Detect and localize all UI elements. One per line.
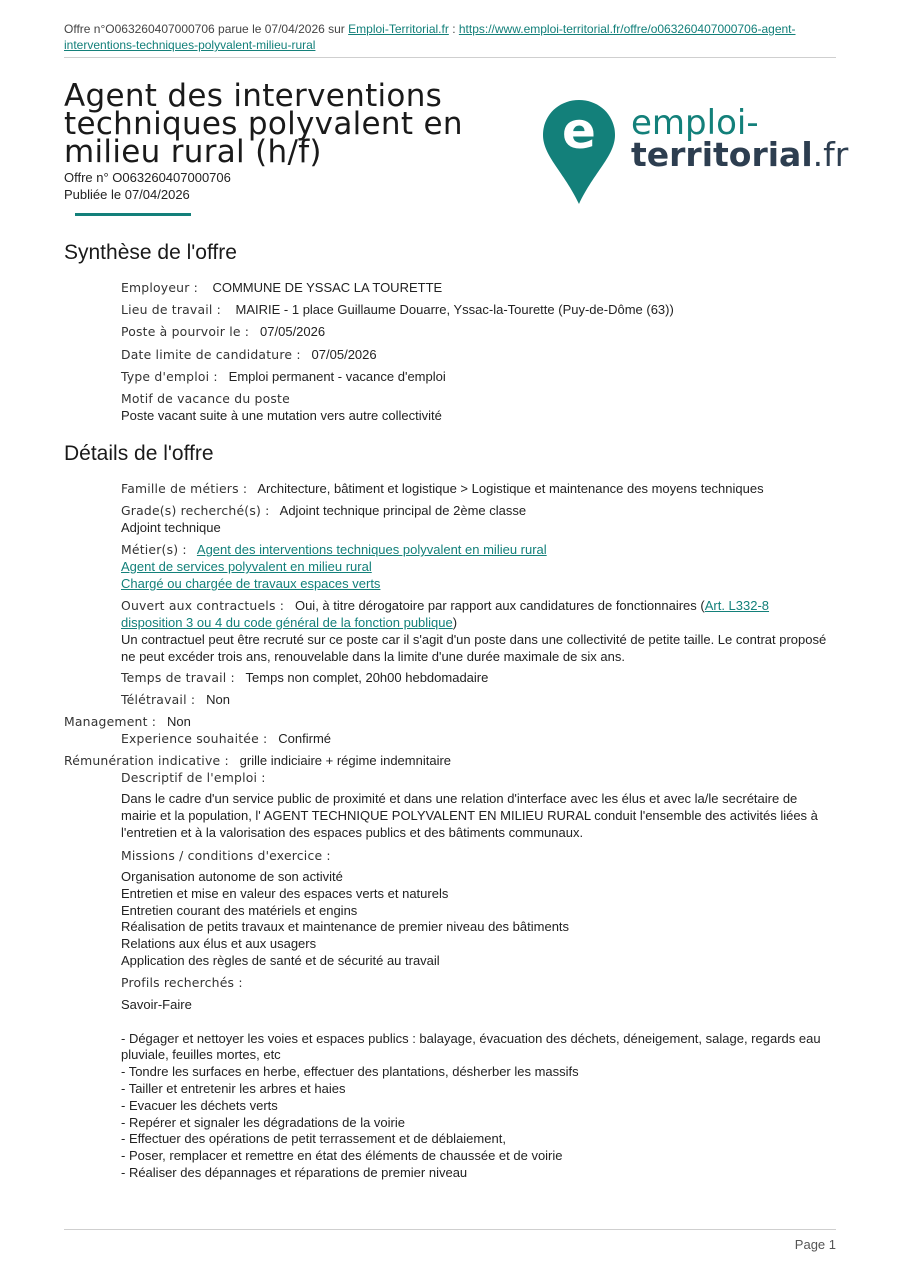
metier-link-3[interactable]: Chargé ou chargée de travaux espaces verts	[121, 576, 381, 591]
source-prefix: Offre n°O063260407000706 parue le 07/04/2026 sur	[64, 22, 345, 36]
article-link[interactable]: Art. L332-8	[704, 598, 770, 613]
list-item: - Réaliser des dépannages et réparations de premier niveau	[121, 1164, 468, 1180]
experience-value: Confirmé	[278, 731, 332, 746]
contractuels-value: Oui, à titre dérogatoire par rapport aux candidatures de fonctionnaires (	[294, 598, 705, 613]
remuneration-value: grille indiciaire + régime indemnitaire	[239, 753, 452, 768]
poste-value: 07/05/2026	[260, 324, 326, 339]
teletravail-value: Non	[206, 692, 230, 707]
poste-row	[121, 323, 836, 340]
list-item: - Repérer et signaler les dégradations de la voirie	[121, 1114, 405, 1130]
grade-value-1: Adjoint technique principal de 2ème classe	[279, 503, 527, 518]
source-separator: :	[452, 22, 456, 36]
type-emploi-row	[121, 368, 836, 385]
missions-label: Missions / conditions d'exercice :	[121, 848, 331, 863]
section-details-heading: Détails de l'offre	[64, 442, 214, 465]
contractuels-row	[121, 597, 836, 665]
page-title: Agent des interventions techniques polyvalent en milieu rural (h/f)	[64, 78, 463, 170]
management-value: Non	[166, 714, 191, 729]
descriptif-text: Dans le cadre d'un service public de proximité et dans une relation d'interface avec les élus et avec la/le secrétaire de mairie et la population, l' AGENT TECHNIQUE POLYVALENT EN MILIEU RURAL conduit l'ensemble des activités liées à l'entretien et à la valorisation des espaces publics et des bâtiments communaux.	[121, 791, 818, 840]
management-label: Management :	[64, 714, 157, 729]
contractuels-label: Ouvert aux contractuels :	[121, 598, 285, 613]
grade-value-2: Adjoint technique	[121, 520, 221, 535]
list-item: Réalisation de petits travaux et maintenance de premier niveau des bâtiments	[121, 919, 570, 935]
teletravail-label: Télétravail :	[121, 692, 196, 707]
source-site-link[interactable]: Emploi-Territorial.fr	[348, 22, 449, 36]
emploi-territorial-logo	[542, 94, 849, 206]
temps-row	[121, 669, 836, 686]
missions-label-row	[121, 847, 836, 864]
list-item: Relations aux élus et aux usagers	[121, 936, 317, 952]
published-date: Publiée le 07/04/2026	[64, 187, 190, 202]
contractuels-close: )	[452, 615, 458, 630]
date-limite-row	[121, 346, 836, 363]
grade-row	[121, 502, 836, 536]
remuneration-label: Rémunération indicative :	[64, 753, 229, 768]
document-page	[64, 0, 849, 1273]
descriptif-label-row	[121, 769, 836, 786]
list-item: Organisation autonome de son activité	[121, 869, 343, 884]
lieu-row	[121, 301, 836, 318]
page-number: Page 1	[794, 1237, 836, 1252]
logo-suffix: .fr	[812, 135, 849, 174]
lieu-label: Lieu de travail :	[121, 302, 222, 317]
profils-list	[121, 997, 836, 1182]
profils-label: Profils recherchés :	[121, 975, 243, 990]
logo-word2-group	[631, 135, 849, 174]
metier-link-1[interactable]: Agent des interventions techniques polyvalent en milieu rural	[196, 542, 547, 557]
section-synthese-heading: Synthèse de l'offre	[64, 241, 237, 264]
list-item: - Dégager et nettoyer les voies et espaces publics : balayage, évacuation des déchets, déneigement, salage, regards eau pluviale, feuilles mortes, etc	[121, 1030, 821, 1063]
offer-number: Offre n° O063260407000706	[64, 170, 231, 185]
list-item: - Evacuer les déchets verts	[121, 1097, 278, 1113]
source-url-link-cont[interactable]: interventions-techniques-polyvalent-milieu-rural	[64, 38, 316, 52]
list-item: - Tailler et entretenir les arbres et haies	[121, 1080, 346, 1096]
article-link-cont[interactable]: disposition 3 ou 4 du code général de la fonction publique	[121, 615, 453, 630]
motif-value: Poste vacant suite à une mutation vers autre collectivité	[121, 408, 442, 423]
famille-label: Famille de métiers :	[121, 481, 248, 496]
logo-letter: e	[562, 102, 596, 160]
type-emploi-value: Emploi permanent - vacance d'emploi	[228, 369, 446, 384]
lieu-value: MAIRIE - 1 place Guillaume Douarre, Yssac-la-Tourette (Puy-de-Dôme (63))	[235, 302, 674, 317]
descriptif-label: Descriptif de l'emploi :	[121, 770, 266, 785]
temps-value: Temps non complet, 20h00 hebdomadaire	[245, 670, 489, 685]
list-item: Entretien et mise en valeur des espaces verts et naturels	[121, 885, 449, 901]
famille-row	[121, 480, 836, 497]
employeur-row	[121, 279, 836, 296]
list-item: Application des règles de santé et de sécurité au travail	[121, 952, 440, 968]
date-limite-value: 07/05/2026	[311, 347, 377, 362]
metier-link-2[interactable]: Agent de services polyvalent en milieu rural	[121, 559, 372, 574]
metier-row	[121, 541, 836, 592]
motif-label: Motif de vacance du poste	[121, 391, 290, 406]
accent-bar	[75, 213, 191, 216]
logo-word1: emploi-	[631, 103, 759, 143]
motif-row	[121, 390, 836, 424]
grade-label: Grade(s) recherché(s) :	[121, 503, 270, 518]
type-emploi-label: Type d'emploi :	[121, 369, 218, 384]
famille-value: Architecture, bâtiment et logistique > Logistique et maintenance des moyens techniques	[257, 481, 764, 496]
logo-word2: territorial	[631, 135, 813, 174]
teletravail-row	[121, 691, 836, 708]
list-item: Entretien courant des matériels et engins	[121, 902, 358, 918]
employeur-label: Employeur :	[121, 280, 199, 295]
remuneration-row	[64, 752, 779, 769]
top-divider	[64, 57, 836, 58]
management-row	[64, 713, 779, 730]
metier-label: Métier(s) :	[121, 542, 187, 557]
temps-label: Temps de travail :	[121, 670, 235, 685]
employeur-value: COMMUNE DE YSSAC LA TOURETTE	[212, 280, 443, 295]
poste-label: Poste à pourvoir le :	[121, 324, 250, 339]
experience-label: Experience souhaitée :	[121, 731, 268, 746]
date-limite-label: Date limite de candidature :	[121, 347, 301, 362]
contractuels-note: Un contractuel peut être recruté sur ce poste car il s'agit d'un poste dans une collectivité de petite taille. Le contrat proposé ne peut excéder trois ans, renouvelable dans la limite d'une durée maximale de six ans.	[121, 632, 827, 664]
source-line	[64, 21, 836, 53]
source-url-link[interactable]: https://www.emploi-territorial.fr/offre/o063260407000706-agent-	[458, 22, 796, 36]
list-item: - Poser, remplacer et remettre en état des éléments de chaussée et de voirie	[121, 1148, 563, 1164]
missions-list	[121, 869, 836, 970]
blank-line	[121, 1014, 836, 1031]
experience-row	[121, 730, 836, 747]
profils-heading: Savoir-Faire	[121, 997, 192, 1012]
list-item: - Tondre les surfaces en herbe, effectuer des plantations, désherber les massifs	[121, 1064, 579, 1080]
bottom-divider	[64, 1229, 836, 1230]
profils-label-row	[121, 974, 836, 991]
list-item: - Effectuer des opérations de petit terrassement et de déblaiement,	[121, 1131, 506, 1147]
